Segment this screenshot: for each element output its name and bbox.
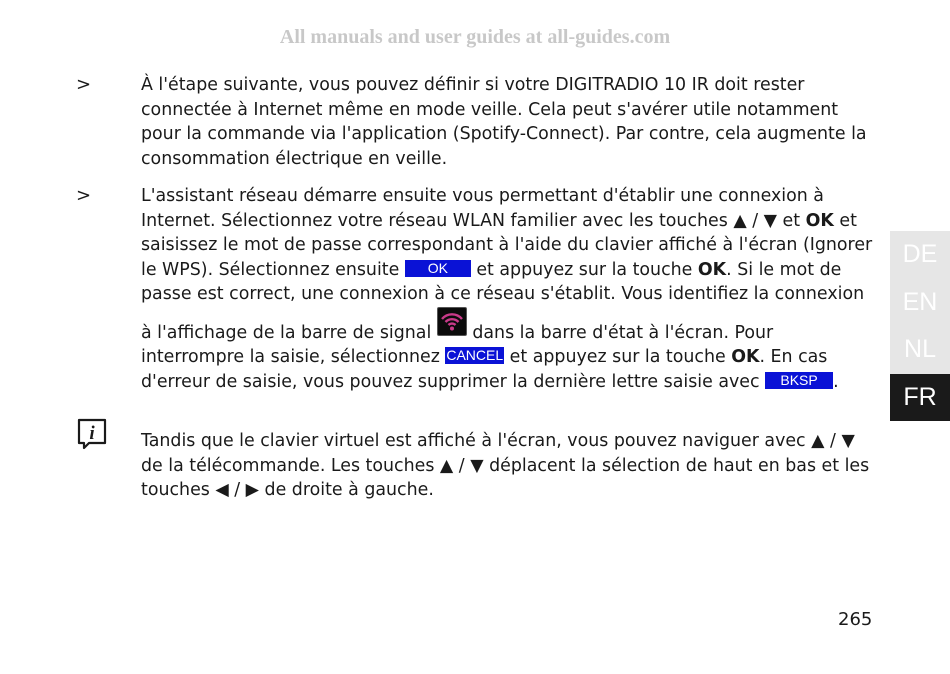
wifi-signal-icon bbox=[437, 307, 467, 336]
ok-screen-button: OK bbox=[405, 260, 471, 277]
bksp-screen-button: BKSP bbox=[765, 372, 833, 389]
ok-key-label: OK bbox=[697, 259, 727, 280]
language-tabs bbox=[890, 231, 950, 421]
text-run: . Si le mot de passe est correct, une connexion à ce réseau s'établit. Vous identifiez la connexion à l'affichage de la barre de signal bbox=[141, 259, 865, 343]
info-icon bbox=[76, 418, 108, 450]
text-run: dans la barre d'état à l'écran. Pour interrompre la saisie, sélectionnez bbox=[141, 322, 774, 367]
paragraph-standby: À l'étape suivante, vous pouvez définir si votre DIGITRADIO 10 IR doit rester connectée à Internet même en mode veille. Cela peut s'avérer utile notamment pour la commande via l'application (Spotify-Connect). Par contre, cela augmente la consommation électrique en veille. bbox=[141, 75, 867, 169]
ok-key-label: OK bbox=[805, 210, 834, 231]
bullet-marker: > bbox=[76, 185, 92, 206]
tab-language-fr[interactable]: FR bbox=[890, 374, 950, 422]
text-run: et appuyez sur la touche bbox=[504, 347, 732, 367]
text-run: . En cas d'erreur de saisie, vous pouvez supprimer la dernière lettre saisie avec bbox=[141, 347, 828, 392]
ok-key-label: OK bbox=[731, 347, 760, 367]
svg-text:i: i bbox=[89, 423, 95, 444]
tab-language-nl[interactable]: NL bbox=[890, 326, 950, 374]
tab-language-en[interactable]: EN bbox=[890, 279, 950, 327]
bullet-marker: > bbox=[76, 74, 92, 95]
text-run: et saisissez le mot de passe correspondant à l'aide du clavier affiché à l'écran (Ignorer le WPS). Sélectionnez ensuite bbox=[141, 210, 873, 280]
text-run: L'assistant réseau démarre ensuite vous permettant d'établir une connexion à Internet. Sélectionnez votre réseau WLAN familier avec les touches ▲ / ▼ et bbox=[141, 186, 824, 231]
cancel-screen-button: CANCEL bbox=[446, 347, 504, 363]
note-text: Tandis que le clavier virtuel est affiché à l'écran, vous pouvez naviguer avec ▲ / ▼ de la télécommande. Les touches ▲ / ▼ déplacent la sélection de haut en bas et les touches ◀ / ▶ de droite à gauche. bbox=[141, 431, 870, 500]
paragraph-network-assistant bbox=[141, 184, 876, 394]
tab-language-de[interactable]: DE bbox=[890, 231, 950, 279]
text-run: et appuyez sur la touche bbox=[470, 259, 698, 280]
page-number: 265 bbox=[838, 609, 873, 630]
watermark: All manuals and user guides at all-guides.com bbox=[279, 26, 671, 48]
text-run: . bbox=[833, 371, 839, 392]
